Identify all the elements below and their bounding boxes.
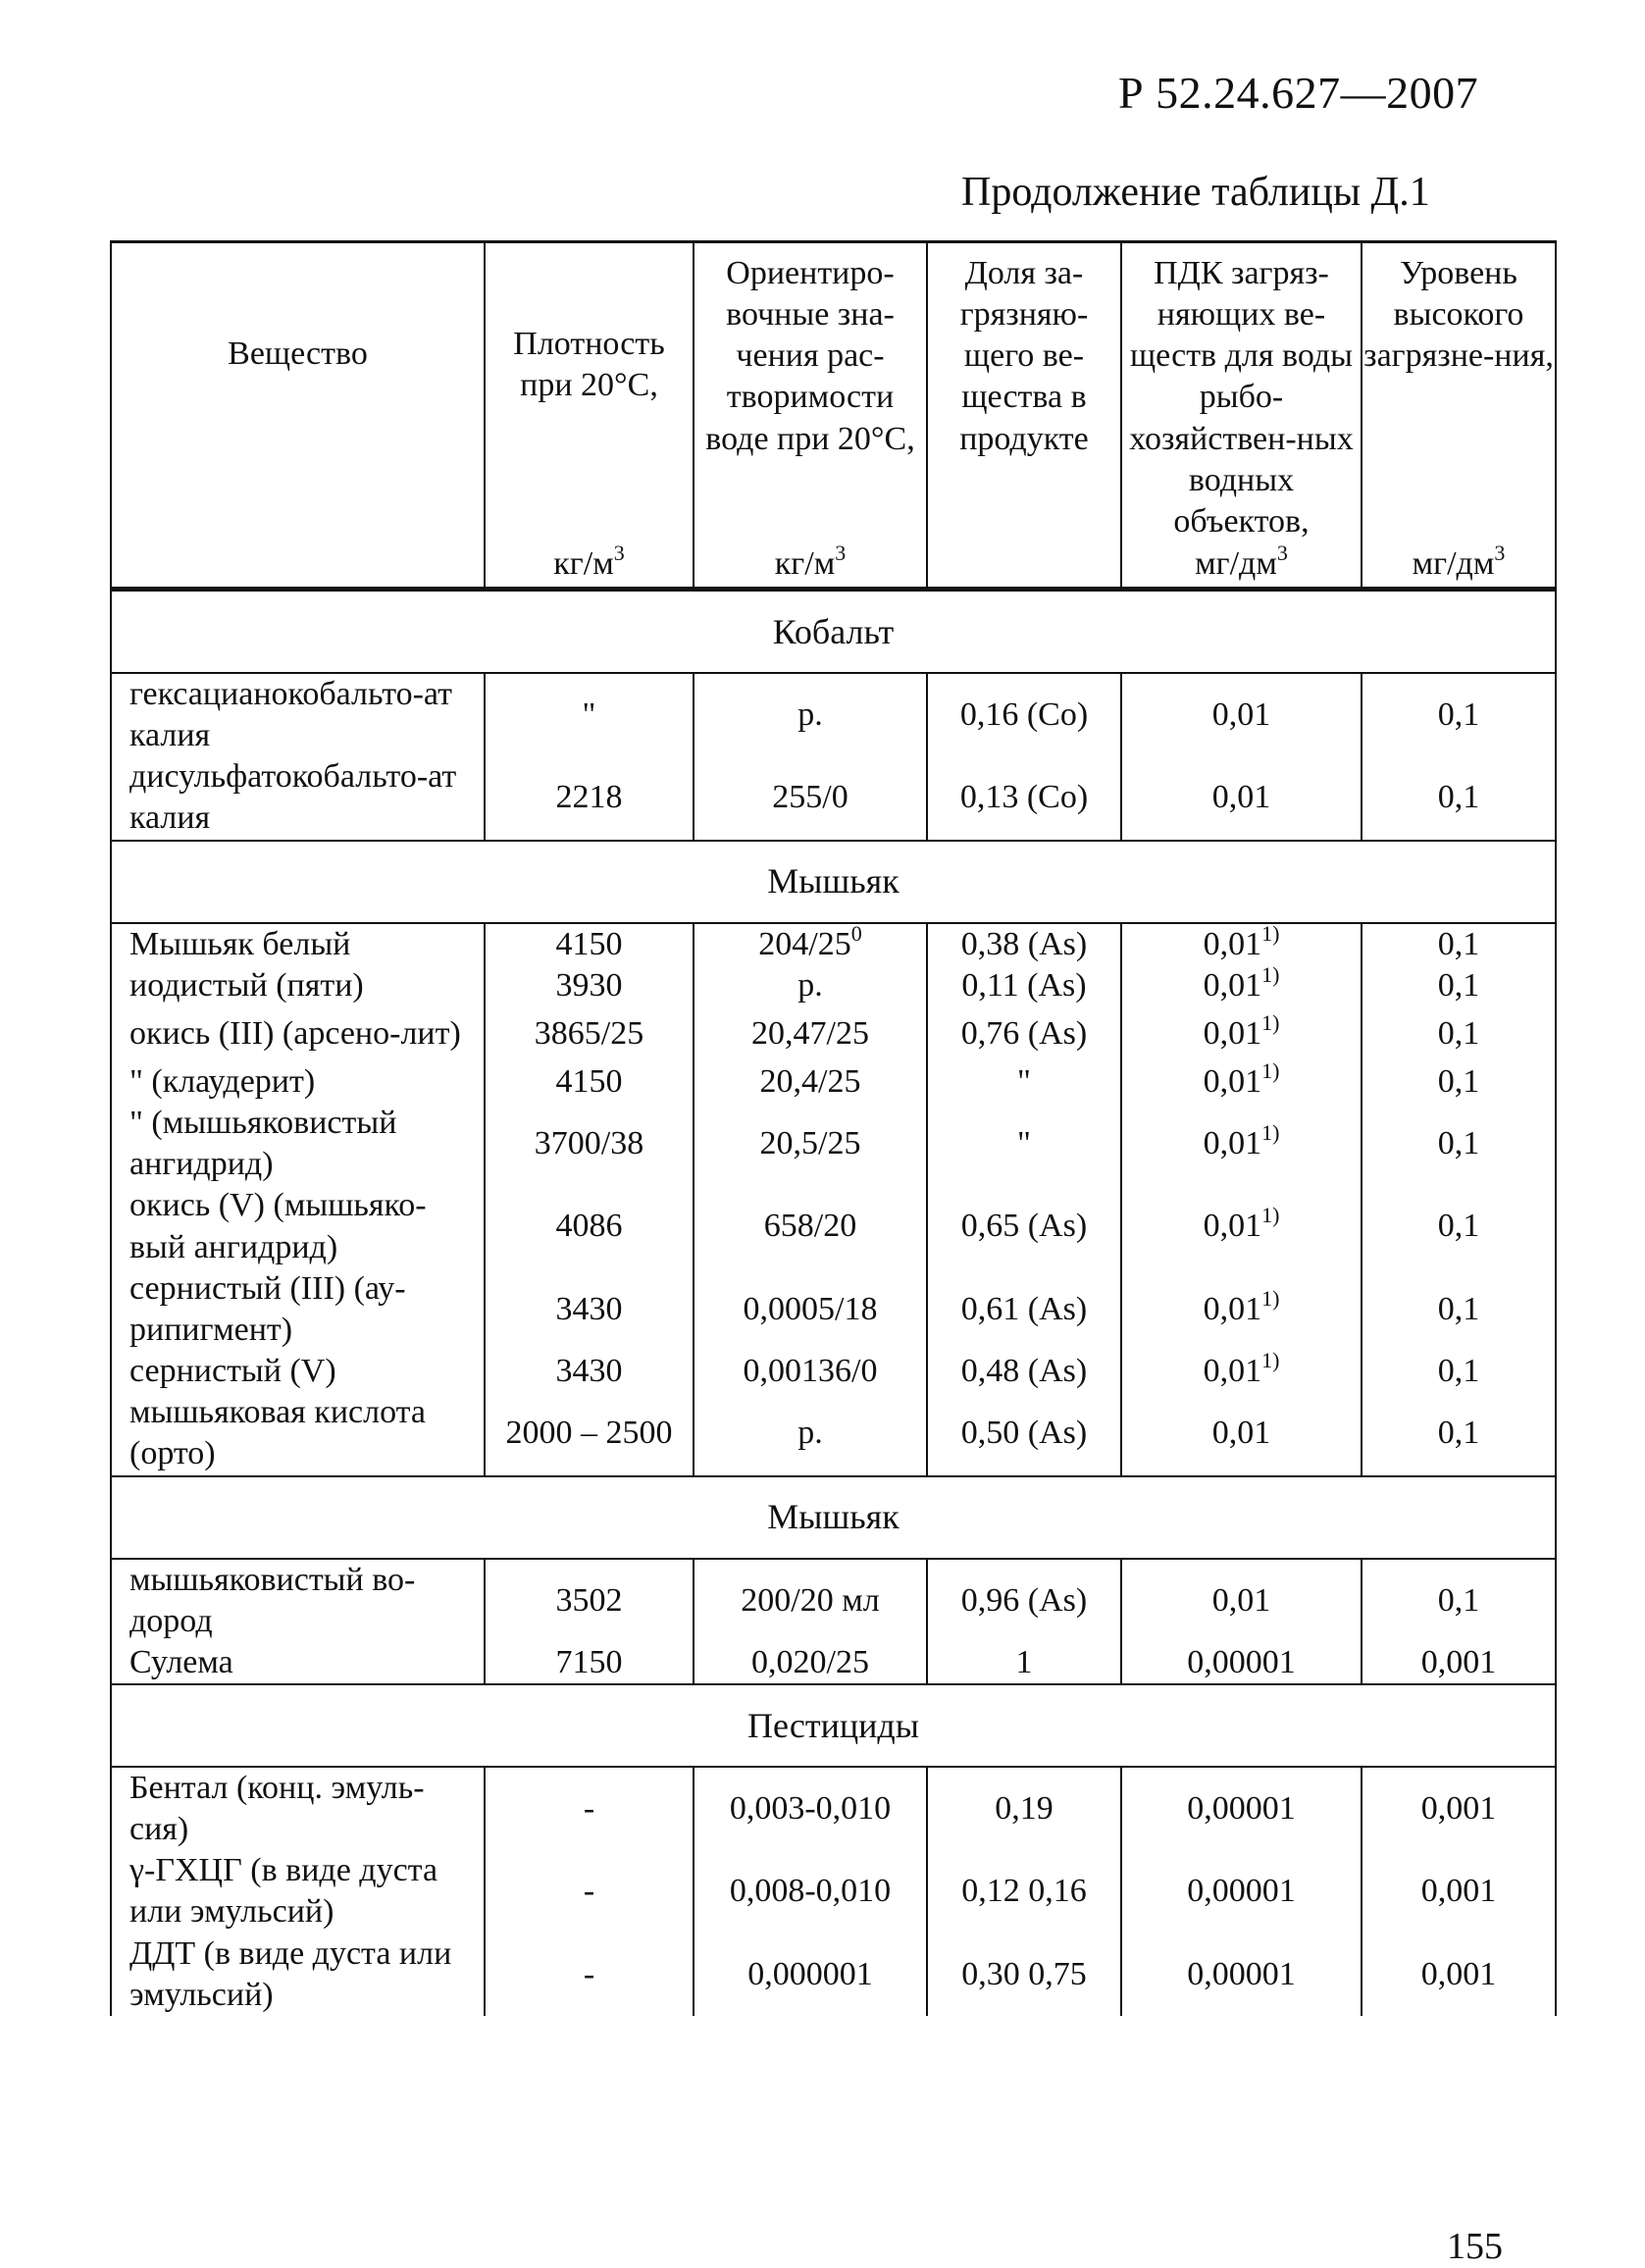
document-code: Р 52.24.627—2007 (1118, 68, 1479, 118)
substance-cell: гексацианокобальто-ат калия (111, 673, 485, 756)
pdk-cell-value: 0,01 (1203, 966, 1262, 1004)
header-level-label: Уровень высокого загрязне-ния, (1363, 255, 1554, 375)
section-row (111, 1476, 1556, 1559)
solubility-cell (694, 1559, 927, 1642)
section-title: Кобальт (111, 590, 1556, 674)
density-cell-value: 2000 – 2500 (505, 1415, 673, 1452)
density-cell (485, 1642, 694, 1684)
level-cell (1362, 1392, 1556, 1475)
pdk-cell (1121, 1559, 1362, 1642)
pdk-cell-value: 0,01 (1211, 1415, 1271, 1452)
pdk-cell (1121, 1850, 1362, 1933)
level-cell-value: 0,1 (1437, 1353, 1480, 1390)
table-row (111, 1351, 1556, 1392)
solubility-cell (694, 1103, 927, 1185)
header-pdk (1121, 242, 1362, 590)
share-cell (927, 1061, 1121, 1103)
section-title: Мышьяк (111, 841, 1556, 923)
header-solubility-unit: $кг/м^3$ (774, 540, 847, 582)
substance-cell: мышьяковая кислота (орто) (111, 1392, 485, 1475)
density-cell (485, 1767, 694, 1850)
pdk-cell-value: 0,01 (1211, 1581, 1271, 1619)
level-cell (1362, 1933, 1556, 2016)
header-level (1362, 242, 1556, 590)
density-cell (485, 1006, 694, 1061)
solubility-cell-value: р. (797, 696, 823, 734)
pdk-cell (1121, 920, 1362, 965)
density-cell-value: 3430 (555, 1290, 623, 1327)
level-cell-value: 0,001 (1420, 1790, 1497, 1828)
pdk-cell-value: 0,00001 (1187, 1873, 1296, 1910)
share-cell (927, 1103, 1121, 1185)
share-cell-value: 0,16 (Со) (959, 696, 1089, 734)
pdk-cell-value: 0,01 (1203, 1208, 1262, 1245)
table-row (111, 1103, 1556, 1185)
pdk-cell-value: 0,01 (1203, 1353, 1262, 1390)
substance-cell: γ-ГХЦГ (в виде дуста или эмульсий) (111, 1850, 485, 1933)
density-cell-value: - (583, 1790, 595, 1828)
header-solubility-label: Ориентиро-вочные зна-чения рас-творимости воде при 20°С, (705, 255, 915, 457)
level-cell (1362, 756, 1556, 840)
solubility-cell (694, 673, 927, 756)
density-cell (485, 1850, 694, 1933)
table-row (111, 1642, 1556, 1684)
level-cell (1362, 1351, 1556, 1392)
density-cell-value: 2218 (555, 779, 623, 816)
pdk-cell (1121, 1103, 1362, 1185)
density-cell-value: 3502 (555, 1581, 623, 1619)
substance-cell: иодистый (пяти) (111, 965, 485, 1006)
share-cell (927, 673, 1121, 756)
table-row (111, 923, 1556, 965)
density-cell (485, 965, 694, 1006)
density-cell-value: 3430 (555, 1353, 623, 1390)
header-pdk-label: ПДК загряз-няющих ве-ществ для воды рыбо-хозяйствен-ных водных объектов, (1129, 255, 1354, 540)
table-caption: Продолжение таблицы Д.1 (961, 170, 1430, 215)
header-level-unit: $мг/дм^3$ (1412, 540, 1506, 582)
share-cell-value: 0,96 (As) (960, 1581, 1088, 1619)
footnote-marker: 1) (1261, 920, 1280, 946)
substance-cell: Бентал (конц. эмуль-сия) (111, 1767, 485, 1850)
pdk-cell-value: 0,01 (1203, 1062, 1262, 1100)
solubility-cell-value: 0,00136/0 (743, 1353, 878, 1390)
footnote-marker: 1) (1261, 1203, 1280, 1228)
level-cell-value: 0,1 (1437, 966, 1480, 1004)
header-substance-label: Вещество (228, 335, 368, 372)
solubility-cell-value: 0,000001 (747, 1955, 873, 1992)
pdk-cell (1121, 1392, 1362, 1475)
solubility-cell-value: 20,47/25 (751, 1014, 869, 1052)
header-density (485, 242, 694, 590)
section-title: Мышьяк (111, 1476, 1556, 1559)
pdk-cell (1121, 1642, 1362, 1684)
pdk-cell-value: 0,00001 (1187, 1955, 1296, 1992)
solubility-cell (694, 1933, 927, 2016)
solubility-cell-value: 0,008-0,010 (729, 1873, 892, 1910)
substance-cell: мышьяковистый во-дород (111, 1559, 485, 1642)
section-title: Пестициды (111, 1684, 1556, 1767)
level-cell (1362, 1767, 1556, 1850)
share-cell-value: 0,13 (Со) (959, 779, 1089, 816)
level-cell (1362, 1061, 1556, 1103)
pdk-cell (1121, 1767, 1362, 1850)
solubility-cell-value: 658/20 (763, 1208, 857, 1245)
table-row (111, 1185, 1556, 1267)
share-cell (927, 1185, 1121, 1267)
density-cell (485, 1392, 694, 1475)
table-row (111, 1006, 1556, 1061)
level-cell-value: 0,1 (1437, 1290, 1480, 1327)
level-cell-value: 0,1 (1437, 696, 1480, 734)
substance-cell: окись (III) (арсено-лит) (111, 1006, 485, 1061)
substance-cell: Мышьяк белый (111, 923, 485, 965)
density-cell (485, 1103, 694, 1185)
density-cell-value: - (583, 1873, 595, 1910)
pdk-cell (1121, 1185, 1362, 1267)
footnote-marker: 1) (1261, 1348, 1280, 1373)
share-cell (927, 1006, 1121, 1061)
level-cell (1362, 923, 1556, 965)
density-cell-value: 3865/25 (534, 1014, 644, 1052)
pdk-cell (1121, 1057, 1362, 1103)
solubility-superscript: 0 (850, 920, 862, 946)
level-cell (1362, 673, 1556, 756)
table-row (111, 1392, 1556, 1475)
share-cell (927, 923, 1121, 965)
solubility-cell (694, 756, 927, 840)
share-cell-value: 0,65 (As) (960, 1208, 1088, 1245)
density-cell-value: 4150 (555, 1062, 623, 1100)
share-cell (927, 1767, 1121, 1850)
density-cell-value: - (583, 1955, 595, 1992)
solubility-cell (694, 1850, 927, 1933)
solubility-cell-value: р. (797, 966, 823, 1004)
footnote-marker: 1) (1261, 1285, 1280, 1311)
density-cell-value: 4150 (555, 925, 623, 962)
solubility-cell (694, 1767, 927, 1850)
share-cell (927, 1268, 1121, 1351)
level-cell-value: 0,1 (1437, 1125, 1480, 1162)
density-cell (485, 673, 694, 756)
data-table (110, 240, 1557, 2016)
solubility-cell-value: 204/25 (758, 925, 851, 962)
pdk-cell-value: 0,00001 (1187, 1790, 1296, 1828)
level-cell (1362, 965, 1556, 1006)
pdk-cell-value: 0,01 (1211, 779, 1271, 816)
table-row (111, 1767, 1556, 1850)
share-cell-value: 0,48 (As) (960, 1353, 1088, 1390)
level-cell-value: 0,001 (1420, 1643, 1497, 1680)
share-cell-value: 0,61 (As) (960, 1290, 1088, 1327)
density-cell-value: 3700/38 (534, 1125, 644, 1162)
density-cell (485, 1268, 694, 1351)
share-cell-value: 1 (1015, 1643, 1033, 1680)
header-substance (111, 242, 485, 590)
solubility-cell (694, 965, 927, 1006)
footnote-marker: 1) (1261, 1120, 1280, 1146)
solubility-cell-value: р. (797, 1415, 823, 1452)
density-cell (485, 923, 694, 965)
table-row (111, 965, 1556, 1006)
level-cell-value: 0,1 (1437, 925, 1480, 962)
level-cell (1362, 1268, 1556, 1351)
level-cell (1362, 1185, 1556, 1267)
share-cell-value: 0,76 (As) (960, 1014, 1088, 1052)
header-share-label: Доля за-грязняю-щего ве-щества в продукте (959, 255, 1089, 457)
section-row (111, 590, 1556, 674)
solubility-cell-value: 0,003-0,010 (729, 1790, 892, 1828)
share-cell (927, 756, 1121, 840)
share-cell (927, 965, 1121, 1006)
pdk-cell (1121, 673, 1362, 756)
table-row (111, 1061, 1556, 1103)
table-row (111, 673, 1556, 756)
pdk-cell-value: 0,01 (1203, 925, 1262, 962)
density-cell-value: 3930 (555, 966, 623, 1004)
density-cell (485, 1185, 694, 1267)
substance-cell: окись (V) (мышьяко-вый ангидрид) (111, 1185, 485, 1267)
share-cell-value: 0,19 (995, 1790, 1054, 1828)
table-row (111, 1268, 1556, 1351)
level-cell-value: 0,1 (1437, 1581, 1480, 1619)
pdk-cell-value: 0,01 (1203, 1125, 1262, 1162)
level-cell (1362, 1006, 1556, 1061)
header-pdk-unit: $мг/дм^3$ (1195, 540, 1288, 582)
solubility-cell (694, 1351, 927, 1392)
solubility-cell (694, 1392, 927, 1475)
section-row (111, 1684, 1556, 1767)
level-cell-value: 0,001 (1420, 1955, 1497, 1992)
pdk-cell (1121, 1933, 1362, 2016)
level-cell-value: 0,1 (1437, 1415, 1480, 1452)
solubility-cell (694, 1268, 927, 1351)
solubility-cell (694, 1185, 927, 1267)
footnote-marker: 1) (1261, 961, 1280, 987)
level-cell-value: 0,1 (1437, 779, 1480, 816)
share-cell (927, 1642, 1121, 1684)
pdk-cell-value: 0,01 (1211, 696, 1271, 734)
pdk-cell (1121, 756, 1362, 840)
level-cell-value: 0,1 (1437, 1062, 1480, 1100)
page-number: 155 (1447, 2226, 1503, 2267)
solubility-cell (694, 1006, 927, 1061)
pdk-cell (1121, 1348, 1362, 1392)
header-solubility (694, 242, 927, 590)
density-cell (485, 756, 694, 840)
solubility-cell (694, 920, 927, 965)
solubility-cell-value: 0,020/25 (751, 1643, 869, 1680)
solubility-cell-value: 200/20 мл (741, 1581, 880, 1619)
level-cell-value: 0,1 (1437, 1208, 1480, 1245)
level-cell-value: 0,001 (1420, 1873, 1497, 1910)
share-cell (927, 1933, 1121, 2016)
substance-cell: дисульфатокобальто-ат калия (111, 756, 485, 840)
substance-cell: ДДТ (в виде дуста или эмульсий) (111, 1933, 485, 2016)
share-cell (927, 1559, 1121, 1642)
solubility-cell-value: 0,0005/18 (743, 1290, 878, 1327)
level-cell (1362, 1850, 1556, 1933)
table-body (111, 590, 1556, 2016)
header-density-unit: $кг/м^3$ (553, 540, 625, 582)
pdk-cell (1121, 1006, 1362, 1061)
density-cell (485, 1933, 694, 2016)
level-cell (1362, 1642, 1556, 1684)
share-cell-value: " (1017, 1062, 1031, 1100)
substance-cell: сернистый (III) (ау-рипигмент) (111, 1268, 485, 1351)
substance-cell: сернистый (V) (111, 1351, 485, 1392)
pdk-cell-value: 0,01 (1203, 1014, 1262, 1052)
substance-cell: Сулема (111, 1642, 485, 1684)
table-row (111, 1850, 1556, 1933)
section-row (111, 841, 1556, 923)
level-cell (1362, 1559, 1556, 1642)
substance-cell: " (мышьяковистый ангидрид) (111, 1103, 485, 1185)
pdk-cell-value: 0,00001 (1187, 1643, 1296, 1680)
solubility-cell (694, 1642, 927, 1684)
density-cell (485, 1559, 694, 1642)
density-cell-value: 7150 (555, 1643, 623, 1680)
share-cell (927, 1850, 1121, 1933)
share-cell-value: 0,30 0,75 (961, 1955, 1087, 1992)
level-cell (1362, 1103, 1556, 1185)
footnote-marker: 1) (1261, 1057, 1280, 1083)
pdk-cell-value: 0,01 (1203, 1290, 1262, 1327)
header-density-label: Плотность при 20°С, (513, 326, 665, 404)
substance-cell: " (клаудерит) (111, 1061, 485, 1103)
level-cell-value: 0,1 (1437, 1014, 1480, 1052)
footnote-marker: 1) (1261, 1009, 1280, 1035)
share-cell (927, 1392, 1121, 1475)
share-cell-value: 0,12 0,16 (961, 1873, 1087, 1910)
table-row (111, 1559, 1556, 1642)
solubility-cell (694, 1061, 927, 1103)
share-cell-value: 0,38 (As) (960, 925, 1088, 962)
density-cell-value: " (582, 696, 596, 734)
density-cell-value: 4086 (555, 1208, 623, 1245)
solubility-cell-value: 20,4/25 (759, 1062, 861, 1100)
density-cell (485, 1351, 694, 1392)
table-row (111, 756, 1556, 840)
density-cell (485, 1061, 694, 1103)
solubility-cell-value: 20,5/25 (759, 1125, 861, 1162)
table-header-row (111, 242, 1556, 590)
pdk-cell (1121, 1268, 1362, 1351)
share-cell-value: 0,11 (As) (961, 966, 1087, 1004)
pdk-cell (1121, 961, 1362, 1006)
share-cell (927, 1351, 1121, 1392)
solubility-cell-value: 255/0 (772, 779, 848, 816)
table-row (111, 1933, 1556, 2016)
share-cell-value: 0,50 (As) (960, 1415, 1088, 1452)
share-cell-value: " (1017, 1125, 1031, 1162)
header-share (927, 242, 1121, 590)
